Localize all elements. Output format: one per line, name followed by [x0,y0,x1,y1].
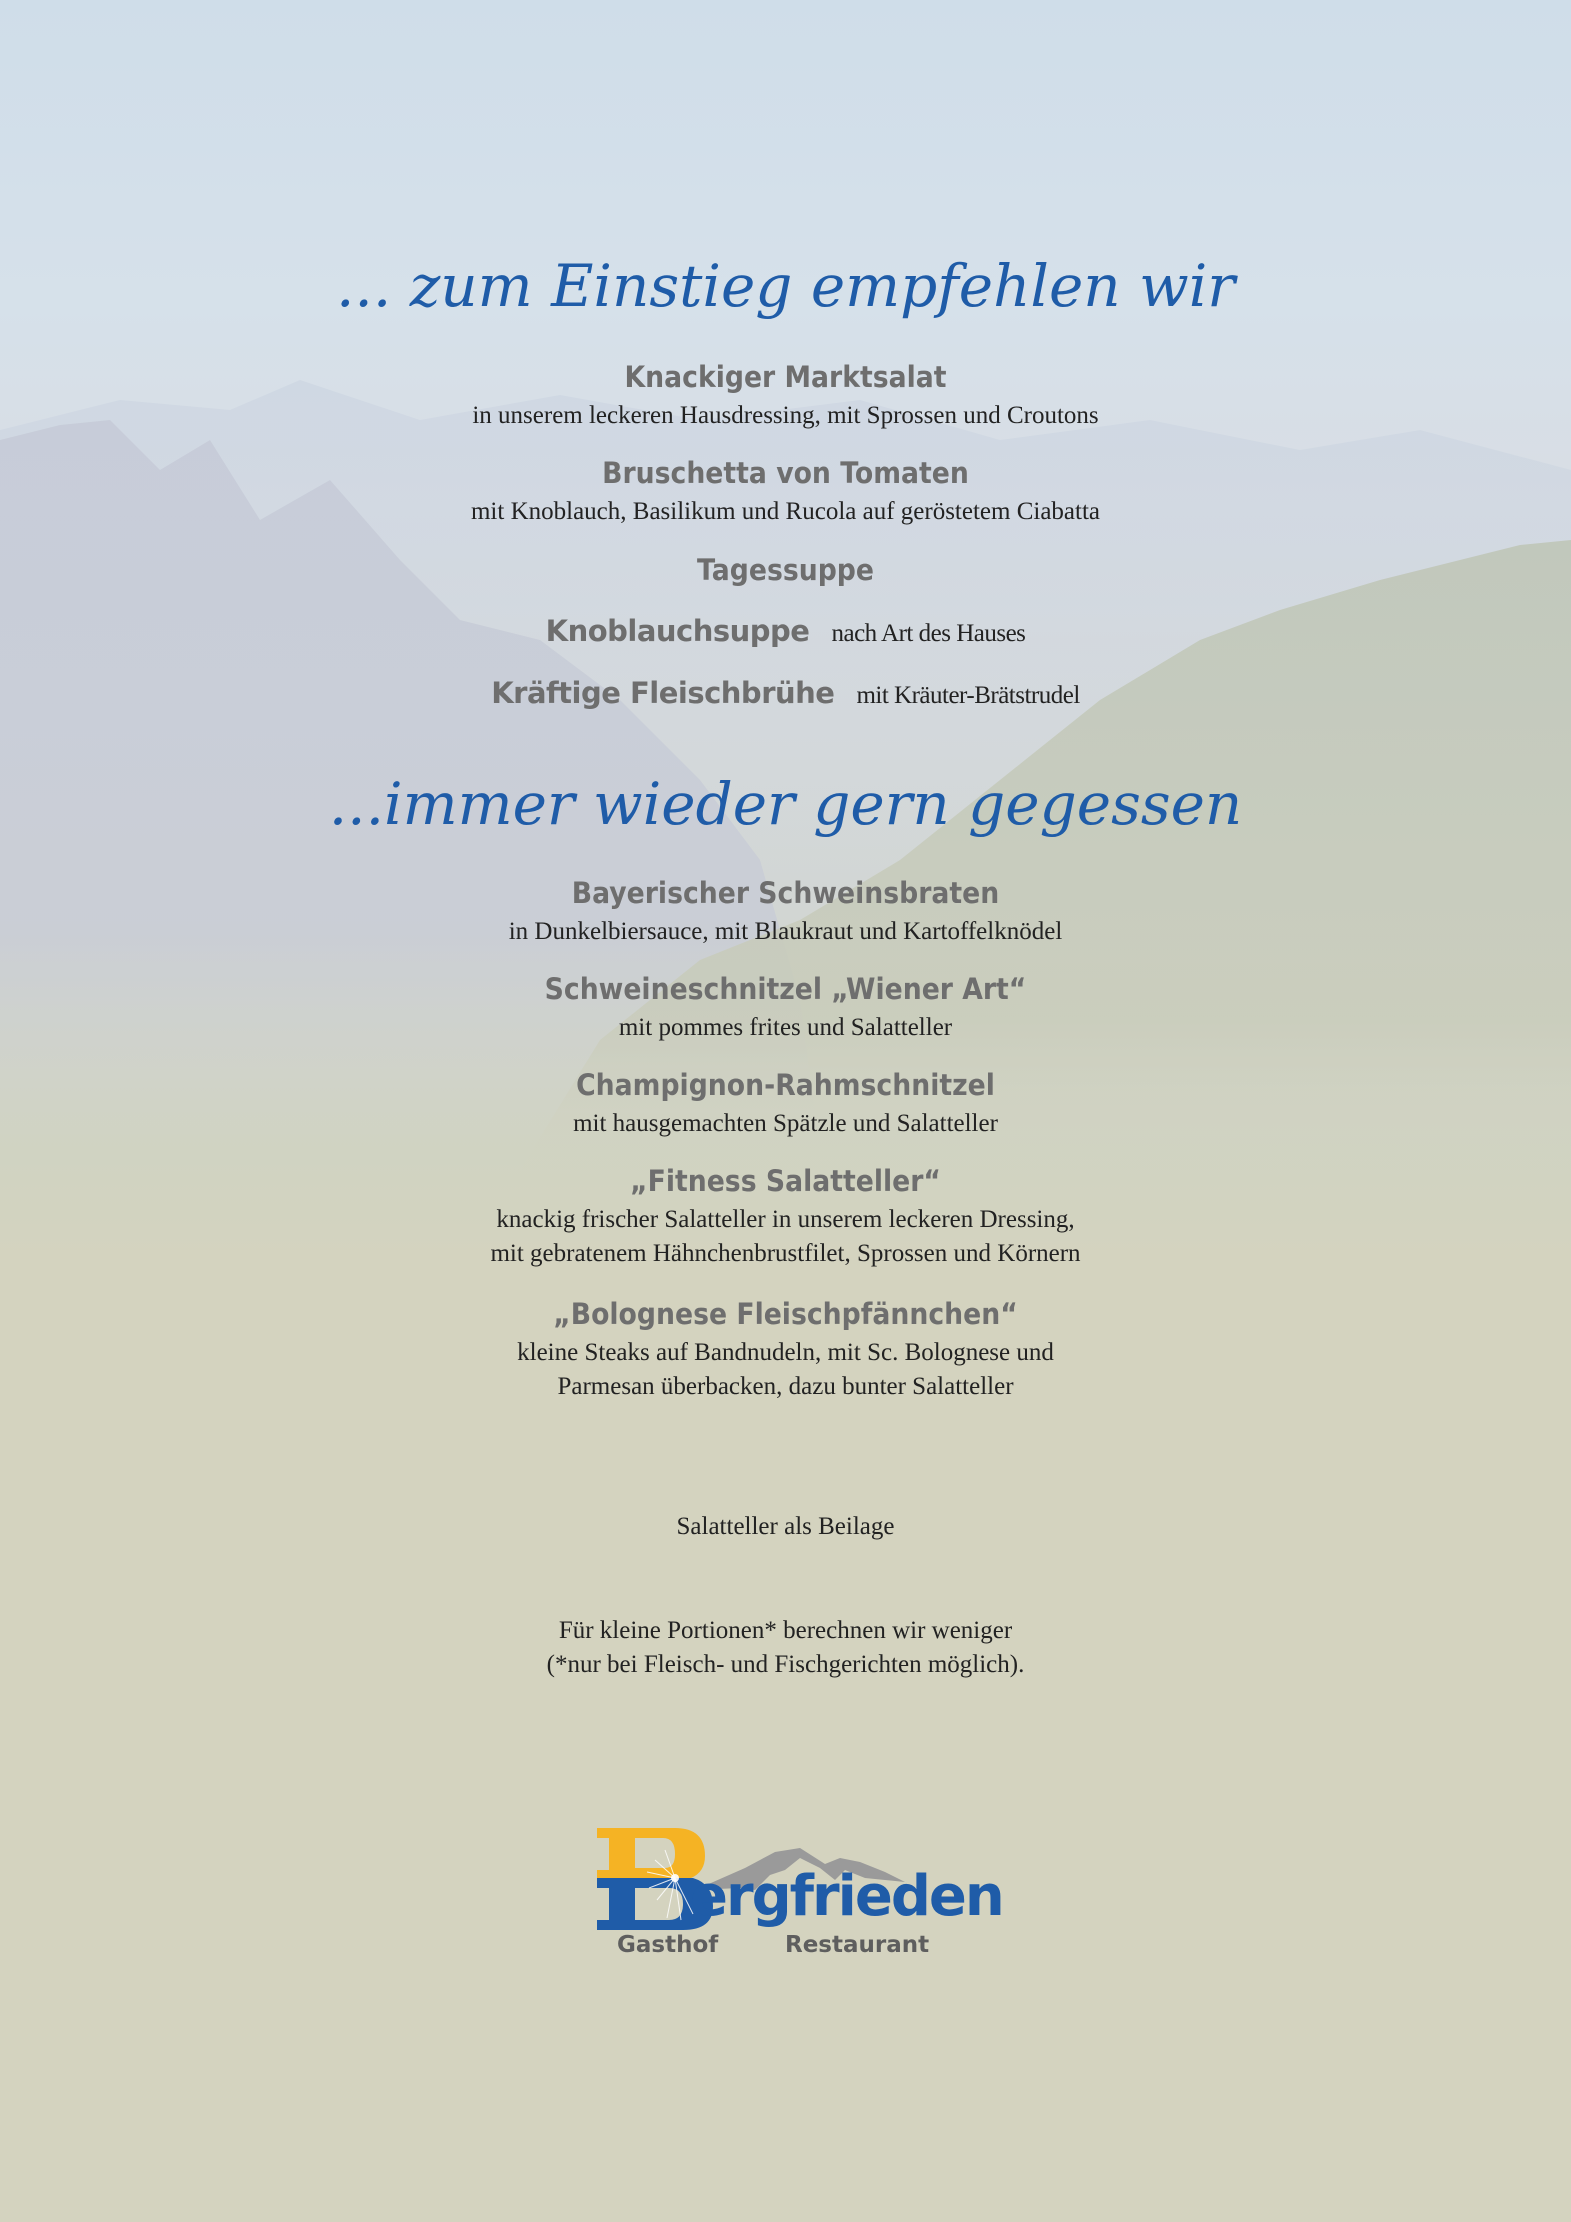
logo-wordmark: ergfrieden [690,1864,1003,1929]
dish-description: mit Kräuter-Brätstrudel [856,682,1080,709]
dish-description-line: Parmesan überbacken, dazu bunter Salatteller [557,1373,1014,1400]
dish-name: Knackiger Marktsalat [624,360,947,394]
dish-name: Bayerischer Schweinsbraten [571,876,1000,910]
section-title-mains: ...immer wieder gern gegessen [328,770,1243,838]
dish-description: in unserem leckeren Hausdressing, mit Sprossen und Croutons [472,402,1099,429]
dish-name: Knoblauchsuppe [545,614,810,648]
logo-subtitle-restaurant: Restaurant [785,1932,930,1958]
dish-name: Schweineschnitzel „Wiener Art“ [544,972,1027,1006]
bergfrieden-logo [595,1820,1003,1970]
small-portions-note-line: (*nur bei Fleisch- und Fischgerichten möglich). [546,1651,1025,1678]
dish-name: „Bolognese Fleischpfännchen“ [553,1297,1018,1331]
dish-description-line: knackig frischer Salatteller in unserem leckeren Dressing, [496,1206,1075,1233]
logo-subtitle-gasthof: Gasthof [617,1932,719,1958]
dish-description-line: kleine Steaks auf Bandnudeln, mit Sc. Bolognese und [517,1339,1054,1366]
dish-name: Kräftige Fleischbrühe [491,676,835,710]
dish-description: mit hausgemachten Spätzle und Salatteller [573,1110,998,1137]
small-portions-note-line: Für kleine Portionen* berechnen wir weniger [558,1617,1013,1644]
dish-inline-row [0,614,1571,648]
section-title-starters: ... zum Einstieg empfehlen wir [335,252,1236,320]
dish-description: mit pommes frites und Salatteller [618,1014,953,1041]
dish-description: mit Knoblauch, Basilikum und Rucola auf geröstetem Ciabatta [470,498,1101,525]
dish-name: Bruschetta von Tomaten [602,456,969,490]
dish-inline-row [0,676,1571,710]
dish-description: in Dunkelbiersauce, mit Blaukraut und Kartoffelknödel [508,918,1063,945]
dish-name: Tagessuppe [696,553,875,587]
logo-initial-b-top [597,1828,705,1878]
dish-description-line: mit gebratenem Hähnchenbrustfilet, Sprossen und Körnern [490,1240,1081,1267]
dish-name: „Fitness Salatteller“ [630,1164,941,1198]
dish-description: nach Art des Hauses [831,620,1026,647]
side-salad-note: Salatteller als Beilage [676,1513,895,1540]
dish-name: Champignon-Rahmschnitzel [576,1068,995,1102]
